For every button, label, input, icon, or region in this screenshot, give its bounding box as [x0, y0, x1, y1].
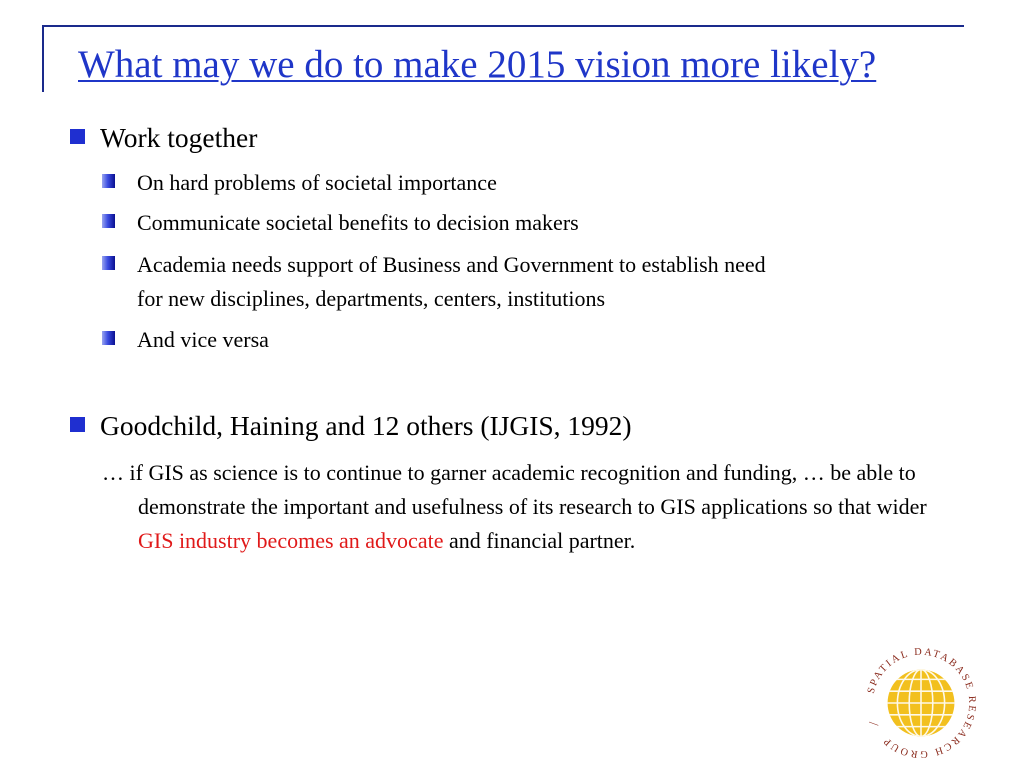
- square-bullet-icon: [102, 214, 115, 228]
- logo-separator: |: [867, 720, 880, 727]
- subbullet-item: [137, 166, 497, 200]
- bullet-text: Work together: [100, 122, 258, 153]
- subbullet-text: Academia needs support of Business and Government to establish need: [137, 252, 766, 277]
- subbullet-text: And vice versa: [137, 327, 269, 352]
- globe-icon: [882, 664, 961, 743]
- subbullet-text: for new disciplines, departments, centers, institutions: [137, 286, 606, 311]
- square-bullet-icon: [70, 129, 85, 144]
- bullet-text: Goodchild, Haining and 12 others (IJGIS, 1992): [100, 410, 632, 441]
- bullet-item-work-together: [100, 121, 257, 155]
- subbullet-item: [137, 248, 766, 282]
- subbullet-text: Communicate societal benefits to decision makers: [137, 210, 579, 235]
- quote-text-end: and financial partner.: [443, 528, 636, 553]
- logo-ring-text: SPATIAL DATABASE RESEARCH GROUP: [865, 646, 978, 760]
- subbullet-item: [137, 206, 579, 240]
- bullet-item-goodchild: [100, 409, 632, 443]
- quote-paragraph: [102, 456, 942, 558]
- square-bullet-icon: [70, 417, 85, 432]
- square-bullet-icon: [102, 256, 115, 270]
- slide-title: What may we do to make 2015 vision more likely?: [78, 43, 877, 86]
- title-frame-left-line: [42, 25, 44, 92]
- subbullet-item: [137, 323, 269, 357]
- quote-text: … if GIS as science is to continue to garner academic recognition and funding, … be able to demonstrate the important and usefulness of its research to GIS applications so that wider: [102, 460, 927, 519]
- spatial-database-research-group-logo: [862, 644, 980, 762]
- subbullet-item-continuation: [137, 282, 605, 316]
- square-bullet-icon: [102, 174, 115, 188]
- quote-highlight: GIS industry becomes an advocate: [138, 528, 444, 553]
- subbullet-text: On hard problems of societal importance: [137, 170, 497, 195]
- title-frame-top-line: [42, 25, 964, 27]
- square-bullet-icon: [102, 331, 115, 345]
